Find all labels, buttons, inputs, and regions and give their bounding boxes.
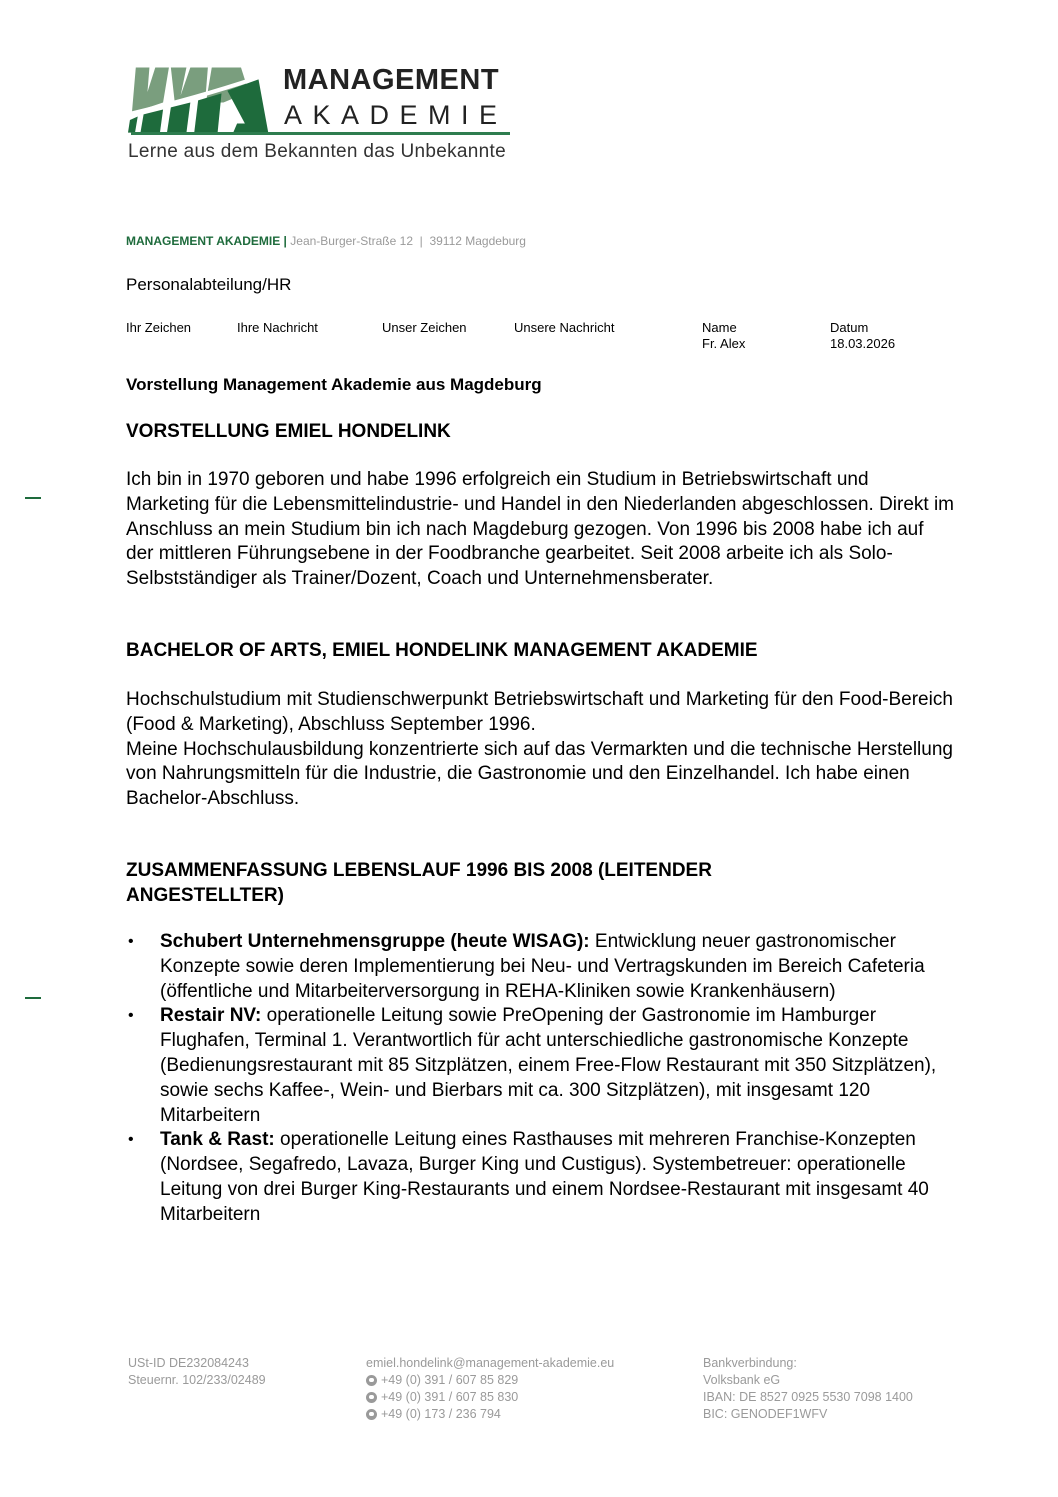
management-akademie-logo-mark [128, 64, 278, 134]
bullet-icon: • [128, 1007, 134, 1025]
ref-unser-zeichen: Unser Zeichen [382, 320, 467, 335]
mobile-icon [366, 1409, 377, 1420]
cv-item [126, 930, 956, 1004]
ref-name-label: Name [702, 320, 737, 335]
logo-rule [131, 132, 510, 135]
footer-contact [366, 1355, 614, 1423]
footer-mobile: +49 (0) 173 / 236 794 [381, 1407, 501, 1421]
ref-datum-value: 18.03.2026 [830, 336, 896, 351]
cv-item [126, 1128, 956, 1227]
bullet-icon: • [128, 1131, 134, 1149]
bullet-icon: • [128, 933, 134, 950]
cv-item-title: Restair NV: [160, 1005, 262, 1027]
footer-ust-id: USt-ID DE232084243 [128, 1356, 249, 1370]
logo-text-akademie: AKADEMIE [284, 100, 508, 130]
footer-iban: IBAN: DE 8527 0925 5530 7098 1400 [703, 1390, 913, 1404]
footer-bank-label: Bankverbindung: [703, 1356, 797, 1370]
fold-mark [25, 497, 41, 499]
sender-brand: MANAGEMENT AKADEMIE | [126, 234, 287, 248]
ref-datum-label: Datum [830, 320, 869, 335]
ref-name-value: Fr. Alex [702, 336, 746, 351]
bachelor-paragraph-1: Hochschulstudium mit Studienschwerpunkt Betriebswirtschaft und Marketing für den Food-Bereich (Food & Marketing), Abschluss September 1996. [126, 689, 953, 735]
recipient: Personalabteilung/HR [126, 275, 292, 294]
footer-bank [703, 1355, 913, 1423]
ref-ihr-zeichen: Ihr Zeichen [126, 320, 192, 335]
cv-list [126, 930, 956, 1228]
subject-line: Vorstellung Management Akademie aus Magdeburg [126, 375, 542, 394]
intro-paragraph: Ich bin in 1970 geboren und habe 1996 erfolgreich ein Studium in Betriebswirtschaft und Marketing für die Lebensmittelindustrie- und Handel in den Niederlanden abgeschlossen. Direkt im Anschluss an mein Studium bin ich nach Magdeburg gezogen. Von 1996 bis 2008 habe ich auf der mittleren Führungsebene in der Foodbranche gearbeitet. Seit 2008 arbeite ich als Solo-Selbstständiger als Trainer/Dozent, Coach und Unternehmensberater. [126, 469, 955, 590]
footer-email[interactable]: emiel.hondelink@management-akademie.eu [366, 1356, 615, 1370]
bachelor-paragraph-2: Meine Hochschulausbildung konzentrierte sich auf das Vermarkten und die technische Herstellung von Nahrungsmitteln für die Industrie, die Gastronomie und den Einzelhandel. Ich habe einen Bachelor-Abschluss. [126, 738, 953, 810]
footer-fax: +49 (0) 391 / 607 85 830 [381, 1390, 519, 1404]
cv-item-title: Schubert Unternehmensgruppe (heute WISAG): [160, 931, 590, 952]
heading-bachelor: BACHELOR OF ARTS, EMIEL HONDELINK MANAGEMENT AKADEMIE [126, 640, 758, 661]
logo-tagline: Lerne aus dem Bekannten das Unbekannte [128, 141, 506, 162]
ref-unsere-nachricht: Unsere Nachricht [514, 320, 615, 335]
cv-item-text: Entwicklung neuer gastronomischer Konzepte sowie deren Implementierung bei Neu- und Vertragskunden im Bereich Cafeteria (öffentliche und Mitarbeiterversorgung in REHA-Kliniken sowie Krankenhäusern) [160, 931, 925, 1002]
phone-icon [366, 1375, 377, 1386]
cv-item [126, 1004, 956, 1128]
footer-bic: BIC: GENODEF1WFV [703, 1407, 828, 1421]
cv-item-text: operationelle Leitung sowie PreOpening der Gastronomie im Hamburger Flughafen, Terminal 1. Verantwortlich für acht unterschiedliche gastronomische Konzepte (Bedienungsrestaurant mit 85 Sitzplätzen, einem Free-Flow Restaurant mit 350 Sitzplätzen), sowie sechs Kaffee-, Wein- und Bierbars mit ca. 300 Sitzplätzen), mit insgesamt 120 Mitarbeitern [160, 1005, 937, 1126]
heading-cv-line-2: ANGESTELLTER) [126, 885, 284, 906]
sender-address: Jean-Burger-Straße 12 | 39112 Magdeburg [290, 234, 526, 248]
logo-text-management: MANAGEMENT [283, 64, 500, 96]
ref-ihre-nachricht: Ihre Nachricht [237, 320, 318, 335]
bachelor-paragraph [126, 688, 956, 812]
sender-line [126, 234, 526, 248]
cv-item-text: operationelle Leitung eines Rasthauses mit mehreren Franchise-Konzepten (Nordsee, Segafredo, Lavaza, Burger King und Custigus). Systembetreuer: operationelle Leitung von drei Burger King-Restaurants und einem Nordsee-Restaurant mit insgesamt 40 Mitarbeitern [160, 1129, 929, 1225]
fold-mark [25, 997, 41, 999]
heading-cv [126, 858, 712, 908]
footer-steuernr: Steuernr. 102/233/02489 [128, 1373, 266, 1387]
footer-bank-name: Volksbank eG [703, 1373, 781, 1387]
heading-cv-line-1: ZUSAMMENFASSUNG LEBENSLAUF 1996 BIS 2008 (LEITENDER [126, 860, 712, 881]
heading-intro: VORSTELLUNG EMIEL HONDELINK [126, 421, 451, 442]
fax-icon [366, 1392, 377, 1403]
footer-tax [128, 1355, 266, 1389]
footer-phone: +49 (0) 391 / 607 85 829 [381, 1373, 519, 1387]
cv-item-title: Tank & Rast: [160, 1129, 275, 1151]
